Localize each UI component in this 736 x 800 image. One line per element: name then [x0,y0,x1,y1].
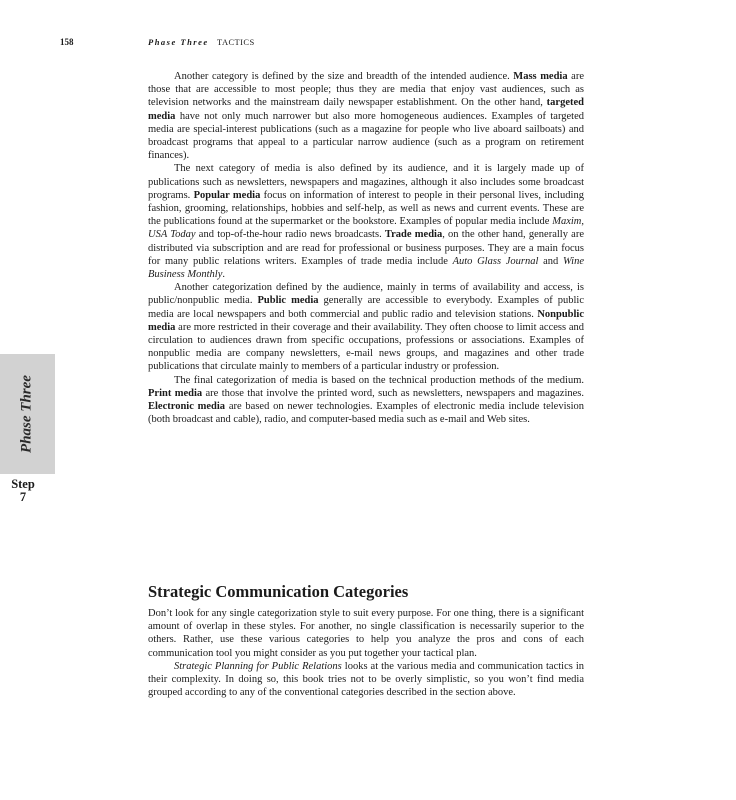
paragraph-categorization: Don’t look for any single categorization style to suit every purpose. For one thing, there is a significant amount of overlap in these styles. For another, no single classification is necessarily superior to the others. Rather, use these various categories to help you analyze the pros and cons of each communication tool you might consider as you put together your tactical plan. [148,608,584,659]
text: looks at the various media and communication tactics in their complexity. In doing so, this book tries not to be overly simplistic, so you won’t find media grouped according to any of the conventional categories described in the section above. [148,660,584,699]
title-reference: Auto Glass Journal [452,255,539,267]
term-mass-media: Mass media [513,71,568,82]
step-word: Step [11,477,35,491]
paragraph-book-approach [148,660,584,700]
text: and [538,255,563,267]
paragraph-public-media [148,281,584,373]
text: and top-of-the-hour radio news broadcasts. [195,229,385,241]
page-number: 158 [60,37,74,47]
paragraph-print-electronic [148,374,584,427]
text: , [581,216,584,228]
text: generally are accessible to everybody. Examples of public media are local newspapers and both commercial and public radio and television stations. [148,295,584,320]
running-head-chapter: TACTICS [217,37,255,47]
text: Another categorization defined by the audience, mainly in terms of availability and access, is public/nonpublic media. [148,282,584,307]
phase-tab [0,354,55,474]
section-heading: Strategic Communication Categories [148,582,409,601]
title-reference: USA Today [148,229,196,241]
paragraph-popular-media [148,162,584,281]
running-head-section: Phase Three [148,37,209,47]
text: Another category is defined by the size and breadth of the intended audience. [174,71,514,82]
step-marker [7,478,39,504]
book-title: Strategic Planning for Public Relations [174,660,342,672]
text: are based on newer technologies. Examples of electronic media include television (both broadcast and cable), radio, and computer-based media such as e-mail and Web sites. [148,401,584,426]
term-nonpublic-media: Nonpublic media [148,308,584,333]
title-reference: Maxim [552,216,582,228]
term-targeted-media: targeted media [148,97,584,122]
text: , on the other hand, generally are distributed via subscription and are read for professional or business purposes. They are a main focus for many public relations writers. Examples of trade media include [148,229,584,267]
term-print-media: Print media [148,387,203,399]
term-trade-media: Trade media [384,229,443,241]
phase-tab-label: Phase Three [18,375,35,453]
running-head [148,37,255,47]
text: focus on information of interest to people in their personal lives, including fashion, grooming, relationships, hobbies and self-help, as well as news and current events. These are the publications found at the supermarket or the bookstore. Examples of popular media include [148,189,584,228]
section-text [148,607,584,699]
text: The next category of media is also defined by its audience, and it is largely made up of publications such as newsletters, newspapers and magazines, although it also includes some broadcast programs. [148,163,584,201]
term-electronic-media: Electronic media [148,401,226,413]
text: The final categorization of media is based on the technical production methods of the medium. [174,374,584,386]
text: are those that are accessible to most people; thus they are media that enjoy vast audiences, such as television networks and the mainstream daily newspaper establishment. On the other hand, [148,71,584,109]
term-public-media: Public media [257,295,319,307]
text: are more restricted in their coverage and their availability. They often choose to limit access and circulation to audiences drawn from specific occupations, professions or associations. Examples of nonpublic media are company newsletters, e-mail news groups, and magazines and other trade publications that circulate mainly to members of a particular industry or profession. [148,321,584,373]
title-reference: Wine Business Monthly [148,255,584,281]
term-popular-media: Popular media [193,189,261,201]
text: have not only much narrower but also more homogeneous audiences. Examples of targeted media are special-interest publications (such as a magazine for people who live aboard sailboats) and broadcast programs that appeal to a particular narrow audience (such as a program on retirement finances). [148,110,584,162]
text: . [222,269,225,281]
text: are those that involve the printed word, such as newsletters, newspapers and magazines. [202,387,584,399]
step-number: 7 [19,490,27,504]
body-text [148,70,584,426]
paragraph-mass-media [148,70,584,162]
